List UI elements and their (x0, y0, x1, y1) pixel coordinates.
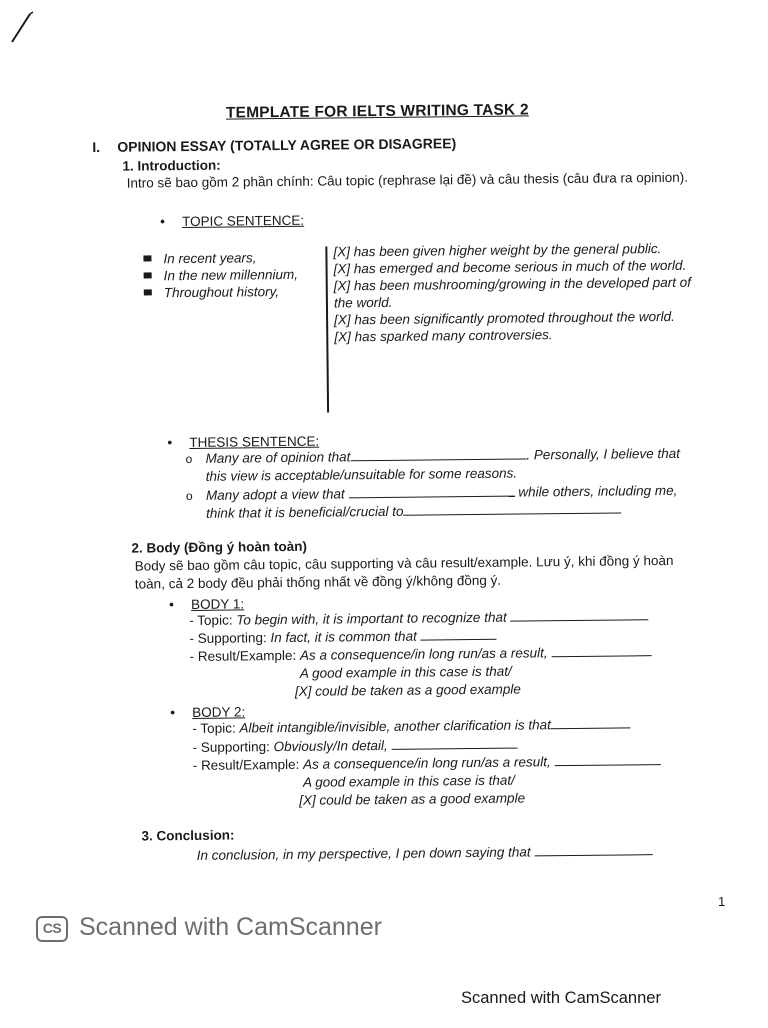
divider-line (325, 247, 328, 413)
body1-result: - Result/Example: As a consequence/in long run/as a result, (190, 643, 652, 666)
page-title: TEMPLATE FOR IELTS WRITING TASK 2 (225, 101, 529, 122)
introduction-heading: 1. Introduction: (122, 157, 221, 174)
camscanner-logo-icon: CS (36, 916, 68, 942)
ending-list: [X] has been given higher weight by the general public. [X] has emerged and become serious in much of the world. [X] has been mushrooming/growing in the developed part of the world. [X] has been significantly promoted throughout the world. [X] has sparked many controversies. (333, 241, 692, 345)
body-text: Body sẽ bao gồm câu topic, câu supporting và câu result/example. Lưu ý, khi đồng ý hoàn toàn, cả 2 body đều phải thống nhất về đồng ý/không đồng ý. (134, 552, 674, 592)
body-heading: 2. Body (Đồng ý hoàn toàn) (131, 538, 308, 556)
conclusion-heading: 3. Conclusion: (141, 827, 235, 844)
body2-supporting: - Supporting: Obviously/In detail, (192, 736, 517, 757)
body2-topic: - Topic: Albeit intangible/invisible, another clarification is that (192, 715, 631, 737)
topic-sentence-bullet: • TOPIC SENTENCE: (159, 212, 305, 230)
thesis-line-2: o Many adopt a view that while others, including me, (185, 482, 678, 504)
page-number: 1 (718, 894, 726, 909)
conclusion-text: In conclusion, in my perspective, I pen down saying that (197, 842, 653, 865)
thesis-line-1: o Many are of opinion that . Personally, I believe that (185, 445, 681, 467)
section-heading: I. OPINION ESSAY (TOTALLY AGREE OR DISAGREE) (92, 135, 457, 155)
body1-example-1: A good example in this case is that/ (299, 663, 512, 681)
thesis-line-2-cont: think that it is beneficial/crucial to (206, 500, 622, 522)
body1-supporting: - Supporting: In fact, it is common that (189, 627, 496, 648)
body1-bullet: • BODY 1: (168, 596, 245, 613)
body1-example-2: [X] could be taken as a good example (294, 681, 521, 699)
thesis-line-1-cont: this view is acceptable/unsuitable for some reasons. (205, 465, 518, 484)
watermark-small: Scanned with CamScanner (461, 989, 661, 1007)
body2-example-1: A good example in this case is that/ (302, 772, 515, 790)
watermark-large: Scanned with CamScanner (79, 913, 382, 941)
thesis-sentence-bullet: • THESIS SENTENCE: (167, 433, 320, 451)
body2-example-2: [X] could be taken as a good example (299, 790, 526, 808)
starter-list: In recent years, In the new millennium, Throughout history, (143, 249, 298, 302)
introduction-text: Intro sẽ bao gồm 2 phần chính: Câu topic (rephrase lại đề) và câu thesis (câu đưa ra opinion). (126, 169, 689, 191)
body1-topic: - Topic: To begin with, it is important to recognize that (189, 607, 648, 630)
body2-bullet: • BODY 2: (170, 704, 246, 721)
body2-result: - Result/Example: As a consequence/in long run/as a result, (193, 752, 661, 775)
